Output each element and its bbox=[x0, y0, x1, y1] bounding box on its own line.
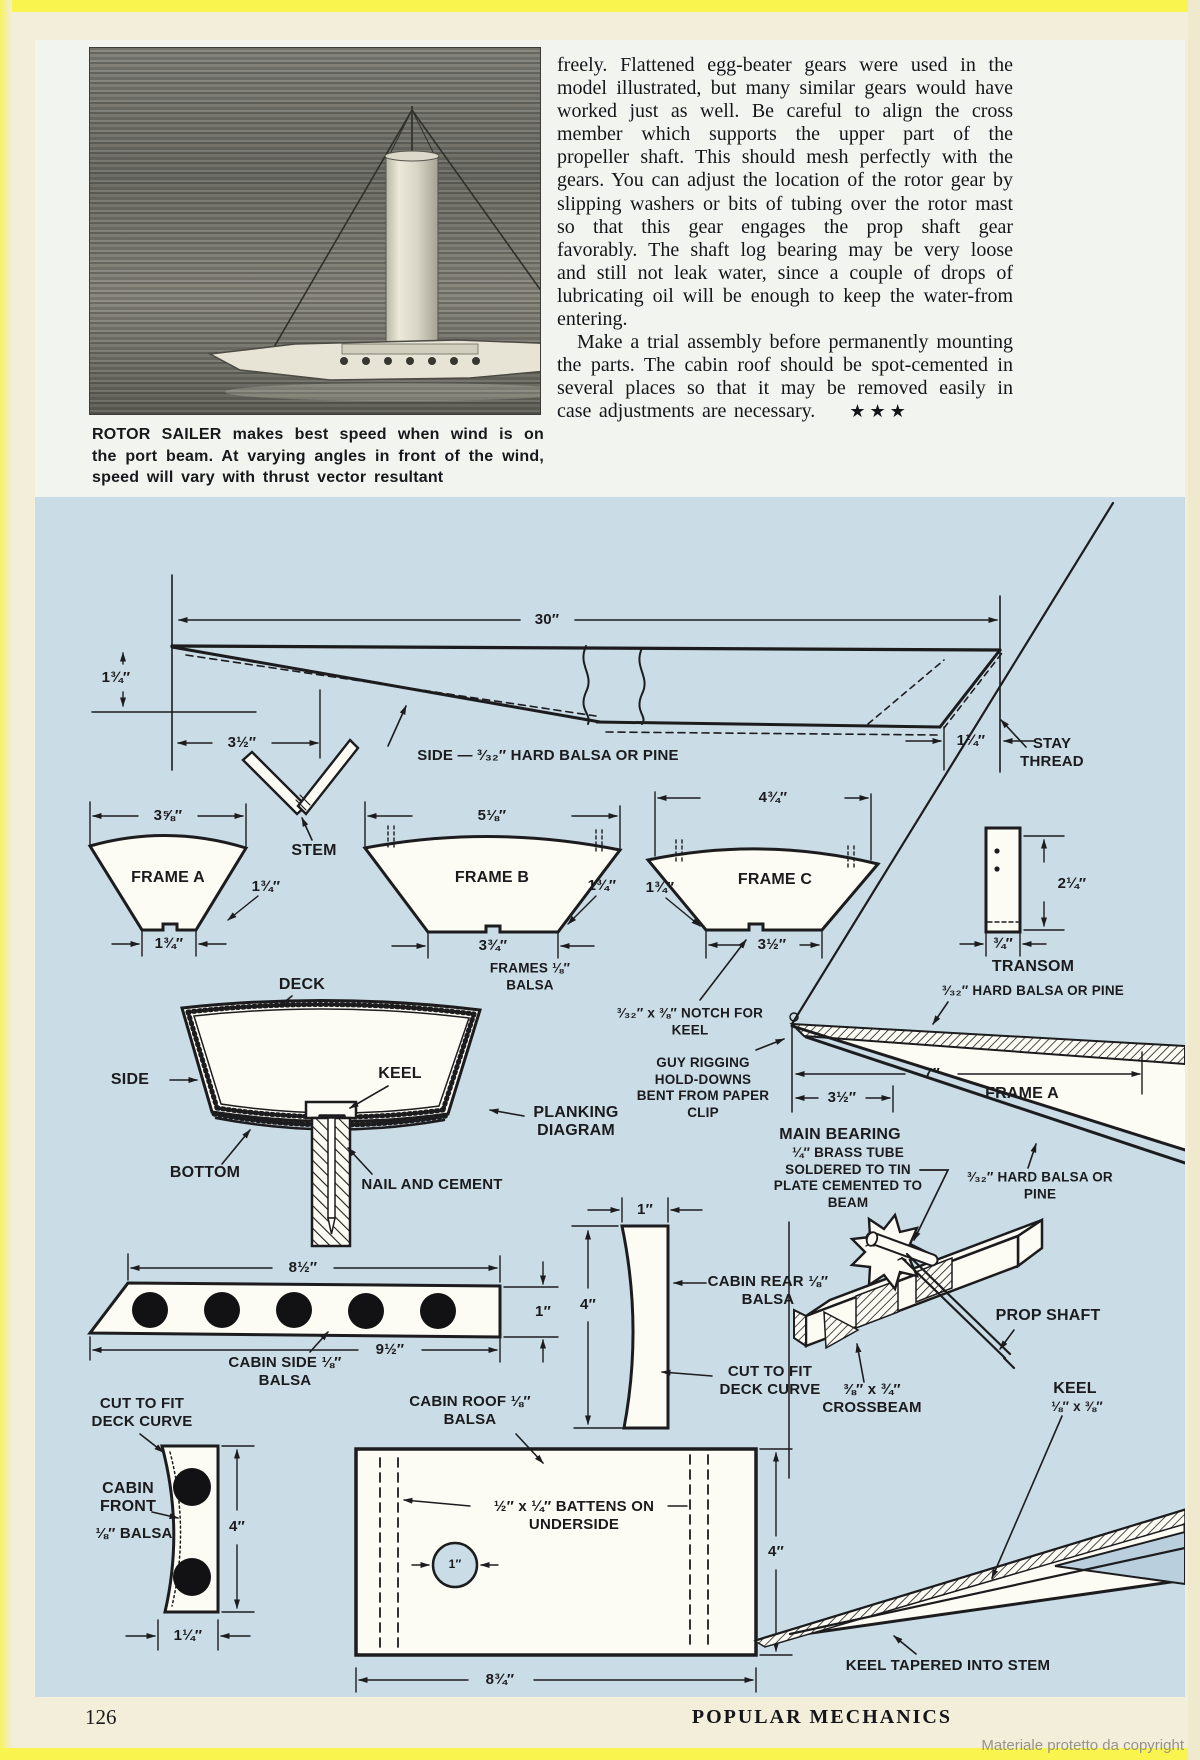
label-transom-material: ³⁄₃₂″ HARD BALSA OR PINE bbox=[941, 982, 1125, 998]
paragraph-2-text: Make a trial assembly before permanently mounting the parts. The cabin roof should be spot-cemented in several places so that it may be removed easily in case adjustments are necessary. bbox=[557, 331, 1013, 423]
label-planking-diagram: PLANKING DIAGRAM bbox=[533, 1104, 619, 1139]
label-fa-w: 3⅝″ bbox=[153, 807, 183, 824]
label-cs-bot: 9½″ bbox=[375, 1341, 405, 1358]
magazine-title: POPULAR MECHANICS bbox=[691, 1706, 952, 1728]
label-frame-a: FRAME A bbox=[131, 869, 205, 886]
label-cr-h: 4″ bbox=[580, 1296, 596, 1313]
label-stern114: 1¼″ bbox=[956, 732, 986, 749]
label-guy-rigging: GUY RIGGING HOLD-DOWNS BENT FROM PAPER CLIP bbox=[636, 1055, 770, 1120]
stem-drawing bbox=[243, 740, 358, 840]
keel-side-view bbox=[755, 1416, 1185, 1654]
label-bottom: BOTTOM bbox=[169, 1164, 241, 1181]
label-notch: ³⁄₃₂″ x ⅜″ NOTCH FOR KEEL bbox=[616, 1005, 764, 1037]
label-nail-cement: NAIL AND CEMENT bbox=[361, 1176, 503, 1193]
article-text bbox=[557, 54, 1013, 424]
label-keel: KEEL bbox=[378, 1065, 422, 1082]
label-battens: ½″ x ¼″ BATTENS ON UNDERSIDE bbox=[493, 1498, 655, 1533]
label-fc-w: 4¾″ bbox=[758, 789, 788, 806]
page-edge-left bbox=[0, 0, 12, 1760]
cabin-side-drawing bbox=[90, 1254, 558, 1362]
label-hole1: 1″ bbox=[448, 1557, 462, 1571]
label-crossbeam: ⅜″ x ¾″ CROSSBEAM bbox=[822, 1381, 922, 1416]
label-cs-h: 1″ bbox=[535, 1303, 551, 1320]
label-prop-shaft: PROP SHAFT bbox=[995, 1307, 1101, 1324]
label-tr-h: 2¼″ bbox=[1057, 875, 1087, 892]
label-cabin-roof: CABIN ROOF ⅛″ BALSA bbox=[409, 1393, 531, 1428]
label-fc-b: 3½″ bbox=[757, 936, 787, 953]
label-fa-s: 1¾″ bbox=[251, 878, 281, 895]
frame-c-drawing bbox=[645, 792, 878, 1000]
label-deck: DECK bbox=[278, 976, 326, 993]
cabin-rear-drawing bbox=[572, 1198, 789, 1478]
label-keel-taper: KEEL TAPERED INTO STEM bbox=[845, 1657, 1051, 1674]
label-cut-to-fit-2: CUT TO FIT DECK CURVE bbox=[719, 1363, 821, 1398]
label-cf-balsa: ⅛″ BALSA bbox=[95, 1525, 173, 1542]
caption-lead: ROTOR SAILER bbox=[92, 426, 222, 443]
boat-photo-art bbox=[90, 48, 540, 414]
page-edge-right bbox=[1188, 0, 1200, 1760]
label-cf-w: 1¼″ bbox=[173, 1627, 203, 1644]
label-frame-b: FRAME B bbox=[454, 869, 530, 886]
label-cr-w: 1″ bbox=[637, 1201, 653, 1218]
label-cs-top: 8½″ bbox=[288, 1259, 318, 1276]
label-depth134: 1¾″ bbox=[101, 669, 131, 686]
label-roof-w: 8¾″ bbox=[485, 1671, 515, 1688]
planking-diagram-drawing bbox=[170, 996, 524, 1246]
label-fb-b: 3¾″ bbox=[478, 937, 508, 954]
label-d30: 30″ bbox=[534, 611, 560, 628]
label-tr-w: ¾″ bbox=[992, 935, 1014, 952]
copyright-watermark: Materiale protetto da copyright bbox=[981, 1737, 1184, 1754]
label-main-bearing-body: ¼″ BRASS TUBE SOLDERED TO TIN PLATE CEMENTED TO BEAM bbox=[773, 1145, 923, 1210]
page-number: 126 bbox=[85, 1705, 117, 1729]
label-main-bearing-title: MAIN BEARING bbox=[779, 1126, 901, 1143]
label-cf-h: 4″ bbox=[229, 1518, 245, 1535]
label-fa-b: 1¾″ bbox=[154, 935, 184, 952]
label-balsa-right: ³⁄₃₂″ HARD BALSA OR PINE bbox=[967, 1169, 1113, 1201]
label-frame-c: FRAME C bbox=[737, 871, 813, 888]
label-side-plank: SIDE — ³⁄₃₂″ HARD BALSA OR PINE bbox=[417, 747, 679, 764]
article-paragraph-1: freely. Flattened egg-beater gears were used in the model illustrated, but many similar gears would have worked just as well. Be careful to align the cross member which supports the upper part of the propeller shaft. This should mesh perfectly with the gears. You can adjust the location of the rotor gear by slipping washers or bits of tubing over the rotor mast so that this gear engages the prop shaft gear favorably. The shaft log bearing may be very loose and still not leak water, since a couple of drops of lubricating oil will be enough to keep the water-from entering. bbox=[557, 54, 1013, 331]
label-cabin-side: CABIN SIDE ⅛″ BALSA bbox=[228, 1354, 342, 1389]
label-len312: 3½″ bbox=[827, 1089, 857, 1106]
label-bow312: 3½″ bbox=[227, 734, 257, 751]
label-frames-note: FRAMES ⅛″ BALSA bbox=[489, 960, 571, 992]
label-keel-title: KEEL bbox=[1053, 1380, 1097, 1397]
label-stay-thread: STAY THREAD bbox=[1020, 735, 1084, 770]
label-transom: TRANSOM bbox=[991, 958, 1075, 975]
label-fc-s: 1¾″ bbox=[645, 879, 675, 896]
photo-caption bbox=[92, 424, 544, 489]
caption-text: makes best speed when wind is on the port beam. At varying angles in front of the wind, speed will vary with thrust vector resultant bbox=[92, 426, 544, 486]
end-of-article-stars: ★★★ bbox=[849, 401, 910, 422]
label-len7: 7″ bbox=[924, 1065, 940, 1082]
cabin-roof-drawing bbox=[356, 1434, 792, 1692]
rotor-sailer-photo bbox=[90, 48, 540, 414]
article-paragraph-2 bbox=[557, 331, 1013, 423]
label-frame-a2: FRAME A bbox=[985, 1085, 1059, 1102]
label-fb-w: 5⅛″ bbox=[477, 807, 507, 824]
label-keel-size: ⅛″ x ⅜″ bbox=[1051, 1398, 1103, 1414]
page-edge-top bbox=[0, 0, 1200, 12]
label-side: SIDE bbox=[110, 1071, 150, 1088]
label-stem: STEM bbox=[291, 842, 337, 859]
label-roof-h: 4″ bbox=[768, 1543, 784, 1560]
label-fb-s: 1¾″ bbox=[587, 877, 617, 894]
label-cabin-rear: CABIN REAR ⅛″ BALSA bbox=[707, 1273, 829, 1308]
label-cabin-front: CABIN FRONT bbox=[99, 1480, 157, 1515]
label-cut-to-fit-1: CUT TO FIT DECK CURVE bbox=[91, 1395, 193, 1430]
